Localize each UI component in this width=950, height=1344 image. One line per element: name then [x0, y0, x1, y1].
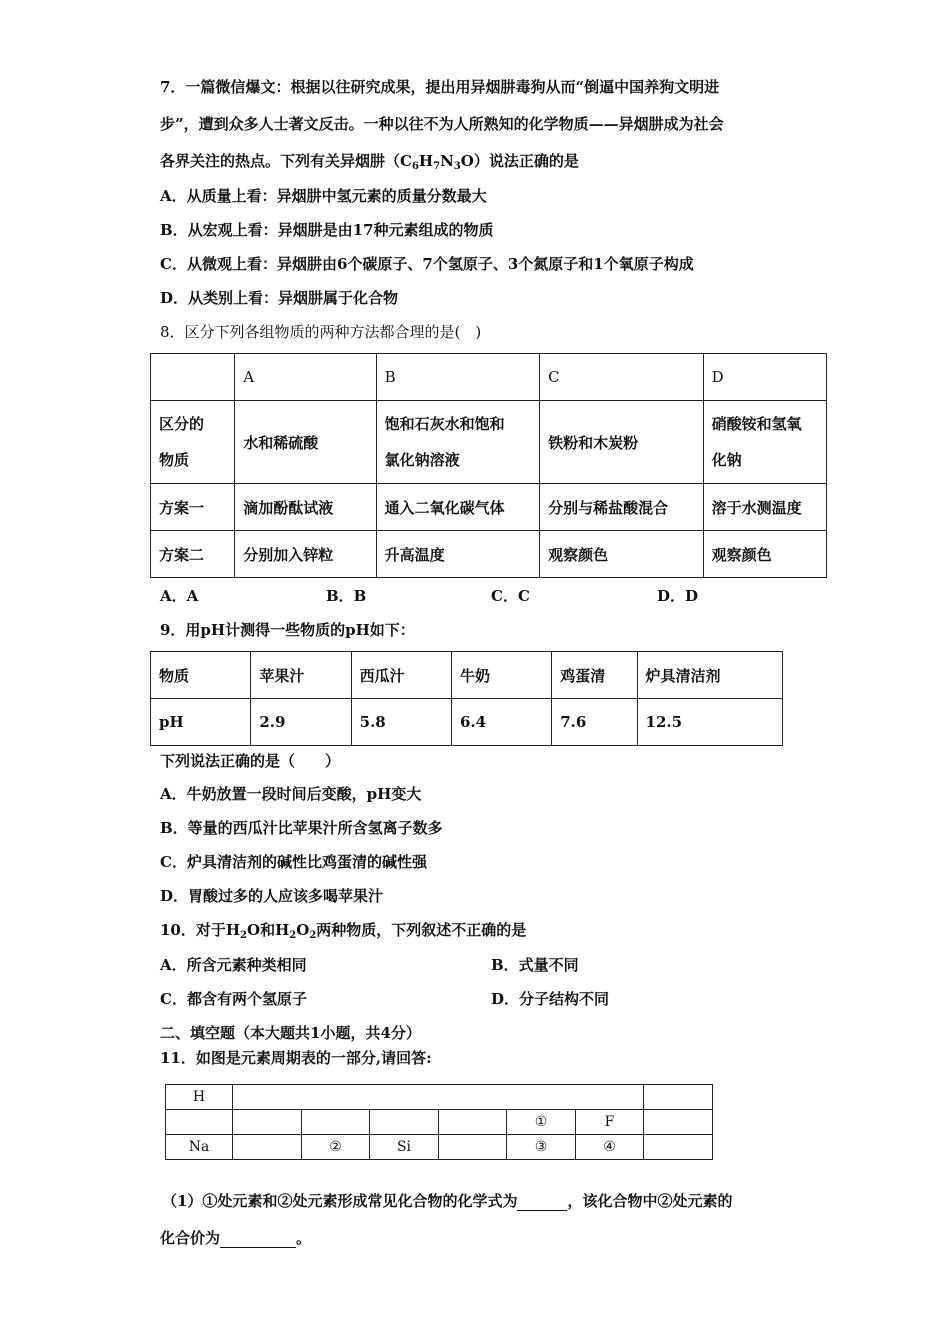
table-row	[166, 1135, 713, 1160]
table-cell: 2.9	[251, 699, 351, 746]
table-cell	[644, 1085, 713, 1110]
element-cell-f: F	[576, 1110, 644, 1135]
section-heading: 二、填空题（本大题共1小题，共4分）	[160, 1024, 421, 1042]
q11-stem: 11．如图是元素周期表的一部分,请回答:	[160, 1049, 432, 1067]
element-cell-3: ③	[507, 1135, 576, 1160]
table-cell	[644, 1135, 713, 1160]
q9-option-b: B．等量的西瓜汁比苹果汁所含氢离子数多	[160, 819, 443, 837]
table-cell	[439, 1110, 507, 1135]
table-header: D	[703, 354, 826, 401]
answer-blank[interactable]	[220, 1247, 296, 1248]
q9-ask: 下列说法正确的是（ ）	[160, 752, 341, 770]
table-cell: 7.6	[552, 699, 637, 746]
table-header: A	[235, 354, 376, 401]
q7-option-b: B．从宏观上看：异烟肼是由17种元素组成的物质	[160, 221, 494, 239]
table-cell: 分别与稀盐酸混合	[540, 484, 703, 531]
table-cell: 溶于水测温度	[703, 484, 826, 531]
q8-option-a: A．A	[160, 587, 199, 605]
element-cell-2: ②	[302, 1135, 370, 1160]
table-cell	[151, 354, 235, 401]
element-cell-4: ④	[576, 1135, 644, 1160]
q10-option-d: D．分子结构不同	[491, 990, 610, 1008]
q7-stem-line1: 7．一篇微信爆文：根据以往研究成果，提出用异烟肼毒狗从而“倒逼中国养狗文明进	[160, 78, 720, 96]
table-header: B	[376, 354, 539, 401]
q8-stem: 8．区分下列各组物质的两种方法都合理的是( )	[160, 323, 482, 341]
table-cell	[166, 1110, 233, 1135]
q7-option-a: A．从质量上看：异烟肼中氢元素的质量分数最大	[160, 187, 487, 205]
table-header: 鸡蛋清	[552, 652, 637, 699]
q7-option-d: D．从类别上看：异烟肼属于化合物	[160, 289, 399, 307]
q8-option-d: D．D	[657, 587, 699, 605]
table-cell: 观察颜色	[703, 531, 826, 578]
table-header: 西瓜汁	[351, 652, 451, 699]
table-row	[151, 484, 827, 531]
q7-stem-line3: 各界关注的热点。下列有关异烟肼$(C_6H_7N_3O)$说法正确的是	[160, 152, 579, 172]
q9-stem: 9．用pH计测得一些物质的pH如下：	[160, 621, 415, 639]
q9-table	[150, 651, 783, 746]
table-row	[166, 1110, 713, 1135]
table-row	[151, 354, 827, 401]
table-cell: 硝酸铵和氢氧 化钠	[703, 401, 826, 484]
table-cell	[233, 1135, 302, 1160]
q11-part1-line1: （1）①处元素和②处元素形成常见化合物的化学式为 ，该化合物中②处元素的	[162, 1192, 733, 1210]
periodic-table-fragment	[165, 1084, 713, 1160]
table-cell: 观察颜色	[540, 531, 703, 578]
table-cell: 6.4	[451, 699, 551, 746]
element-cell-si: Si	[370, 1135, 439, 1160]
table-row	[151, 699, 783, 746]
element-cell-1: ①	[507, 1110, 576, 1135]
q7-stem-line2: 步”，遭到众多人士著文反击。一种以往不为人所熟知的化学物质——异烟肼成为社会	[160, 115, 724, 133]
q9-option-a: A．牛奶放置一段时间后变酸，pH变大	[160, 785, 422, 803]
q10-stem: 10．对于$H_2O$和$H_2O_2$两种物质，下列叙述不正确的是	[160, 921, 527, 941]
q8-table	[150, 353, 827, 578]
table-cell: 区分的 物质	[151, 401, 235, 484]
table-cell: 5.8	[351, 699, 451, 746]
element-cell-na: Na	[166, 1135, 233, 1160]
table-cell: 饱和石灰水和饱和 氯化钠溶液	[376, 401, 539, 484]
table-header: 苹果汁	[251, 652, 351, 699]
table-cell	[233, 1110, 302, 1135]
table-header: 牛奶	[451, 652, 551, 699]
table-cell: 升高温度	[376, 531, 539, 578]
table-header: 物质	[151, 652, 251, 699]
table-cell: 水和稀硫酸	[235, 401, 376, 484]
q8-option-c: C．C	[491, 587, 530, 605]
table-header: C	[540, 354, 703, 401]
table-row	[151, 652, 783, 699]
table-cell	[439, 1135, 507, 1160]
table-cell	[370, 1110, 439, 1135]
table-row	[166, 1085, 713, 1110]
table-cell: 铁粉和木炭粉	[540, 401, 703, 484]
table-row	[151, 531, 827, 578]
q7-option-c: C．从微观上看：异烟肼由6个碳原子、7个氢原子、3个氮原子和1个氧原子构成	[160, 255, 694, 273]
table-cell	[644, 1110, 713, 1135]
table-cell: 分别加入锌粒	[235, 531, 376, 578]
element-cell-h: H	[166, 1085, 233, 1110]
table-cell: 滴加酚酞试液	[235, 484, 376, 531]
table-cell: 方案一	[151, 484, 235, 531]
table-cell	[302, 1110, 370, 1135]
answer-blank[interactable]	[517, 1210, 567, 1211]
q9-option-c: C．炉具清洁剂的碱性比鸡蛋清的碱性强	[160, 853, 427, 871]
table-cell: 通入二氧化碳气体	[376, 484, 539, 531]
table-cell: pH	[151, 699, 251, 746]
q10-option-b: B．式量不同	[491, 956, 579, 974]
table-header: 炉具清洁剂	[637, 652, 782, 699]
q10-option-c: C．都含有两个氢原子	[160, 990, 307, 1008]
q10-option-a: A．所含元素种类相同	[160, 956, 307, 974]
q11-part1-line2: 化合价为 。	[160, 1229, 312, 1247]
q9-option-d: D．胃酸过多的人应该多喝苹果汁	[160, 887, 384, 905]
table-cell	[233, 1085, 644, 1110]
table-cell: 12.5	[637, 699, 782, 746]
table-row	[151, 401, 827, 484]
q8-option-b: B．B	[326, 587, 367, 605]
table-cell: 方案二	[151, 531, 235, 578]
